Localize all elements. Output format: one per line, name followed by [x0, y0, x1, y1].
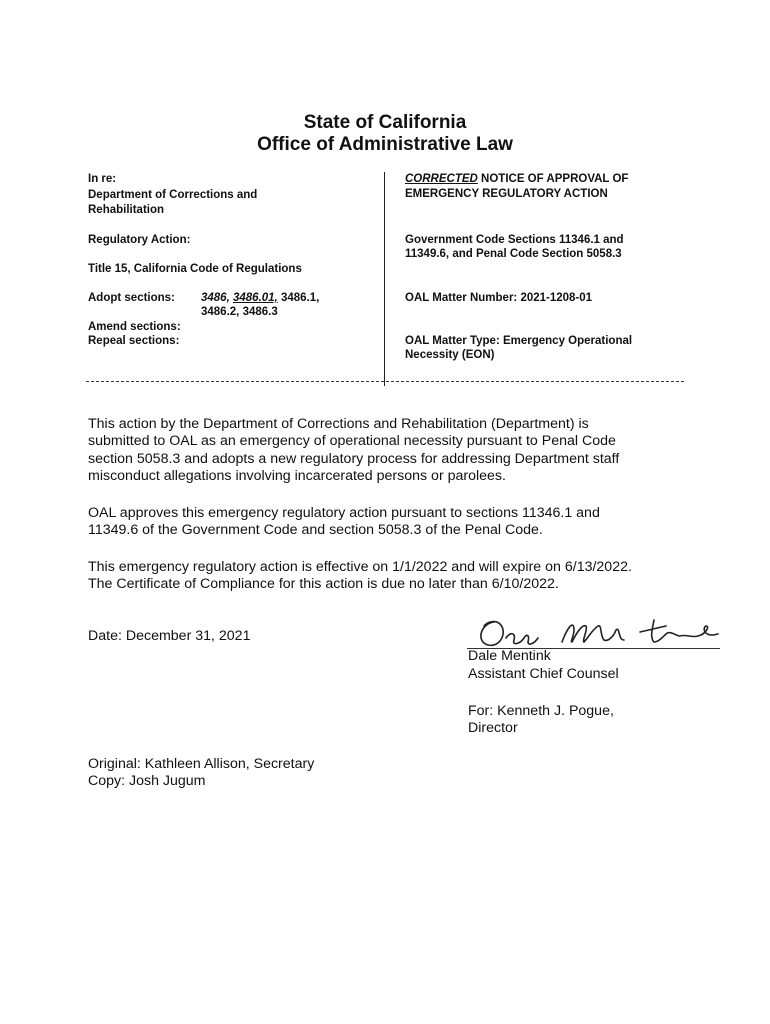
copy-recipient: Copy: Josh Jugum	[88, 773, 206, 789]
amend-sections-label: Amend sections:	[88, 321, 181, 333]
paragraph-3-line-2: The Certificate of Compliance for this action is due no later than 6/10/2022.	[88, 576, 559, 592]
gov-code-line-2: 11349.6, and Penal Code Section 5058.3	[405, 248, 622, 260]
paragraph-2-line-2: 11349.6 of the Government Code and section 5058.3 of the Penal Code.	[88, 522, 543, 538]
department-line-1: Department of Corrections and	[88, 189, 258, 201]
for-line: For: Kenneth J. Pogue,	[468, 703, 614, 719]
paragraph-1-line-2: submitted to OAL as an emergency of operational necessity pursuant to Penal Code	[88, 433, 616, 449]
adopt-sections-values	[201, 292, 319, 305]
signer-title: Assistant Chief Counsel	[468, 666, 619, 682]
title-15-line: Title 15, California Code of Regulations	[88, 263, 302, 275]
adopt-sections-line-2: 3486.2, 3486.3	[201, 306, 278, 318]
header-divider	[86, 381, 684, 382]
oal-matter-number: OAL Matter Number: 2021-1208-01	[405, 292, 593, 304]
paragraph-3-line-1: This emergency regulatory action is effective on 1/1/2022 and will expire on 6/13/2022.	[88, 559, 632, 575]
gov-code-line-1: Government Code Sections 11346.1 and	[405, 234, 624, 246]
department-line-2: Rehabilitation	[88, 204, 165, 216]
in-re-label: In re:	[88, 173, 117, 185]
adopt-sections-label: Adopt sections:	[88, 292, 175, 304]
signer-name: Dale Mentink	[468, 648, 551, 664]
paragraph-2-line-1: OAL approves this emergency regulatory action pursuant to sections 11346.1 and	[88, 505, 600, 521]
document-title-office: Office of Administrative Law	[257, 134, 513, 155]
corrected-label: CORRECTED	[405, 173, 478, 185]
oal-matter-type-line-1: OAL Matter Type: Emergency Operational	[405, 335, 633, 347]
notice-heading	[405, 173, 628, 186]
approval-date: Date: December 31, 2021	[88, 628, 251, 644]
adopt-section-3486: 3486,	[201, 292, 230, 304]
adopt-section-3486-1: 3486.1,	[280, 292, 320, 304]
oal-matter-type-line-2: Necessity (EON)	[405, 349, 495, 361]
original-recipient: Original: Kathleen Allison, Secretary	[88, 756, 315, 772]
paragraph-1-line-3: section 5058.3 and adopts a new regulatory process for addressing Department staff	[88, 451, 620, 467]
notice-heading-line-2: EMERGENCY REGULATORY ACTION	[405, 188, 608, 200]
paragraph-1-line-1: This action by the Department of Corrections and Rehabilitation (Department) is	[88, 416, 589, 432]
paragraph-1-line-4: misconduct allegations involving incarcerated persons or parolees.	[88, 468, 506, 484]
director-line: Director	[468, 720, 518, 736]
adopt-section-3486-01: 3486.01,	[232, 292, 278, 304]
notice-heading-rest: NOTICE OF APPROVAL OF	[477, 173, 629, 185]
column-divider	[384, 172, 385, 386]
regulatory-action-label: Regulatory Action:	[88, 234, 191, 246]
repeal-sections-label: Repeal sections:	[88, 335, 180, 347]
document-title-state: State of California	[303, 112, 467, 133]
